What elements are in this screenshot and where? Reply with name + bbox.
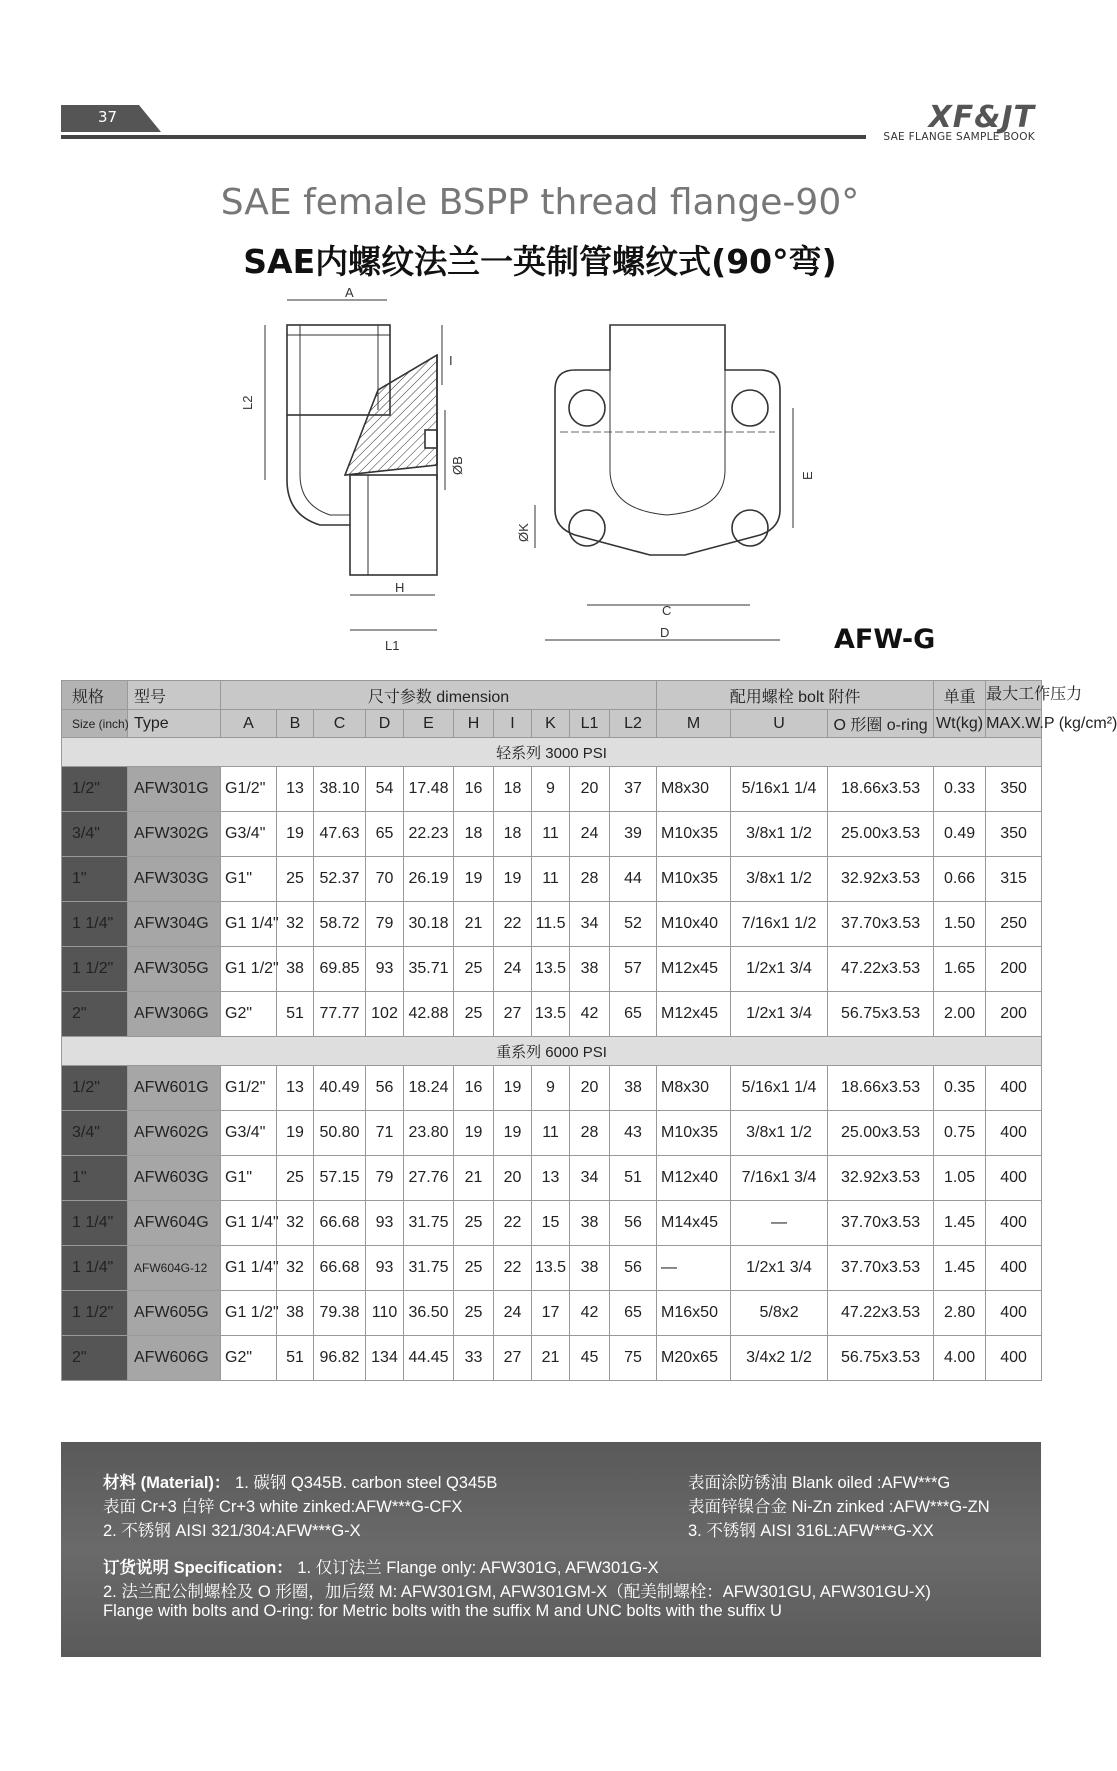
notes-panel bbox=[61, 1442, 1041, 1657]
table-cell: 9 bbox=[532, 1066, 570, 1111]
spec-label: 订货说明 Specification： bbox=[103, 1559, 293, 1577]
table-cell: 19 bbox=[494, 857, 532, 902]
table-cell: 400 bbox=[986, 1246, 1042, 1291]
size-cell: 3/4" bbox=[62, 812, 128, 857]
table-cell: 21 bbox=[454, 1156, 494, 1201]
table-cell: 1.65 bbox=[934, 947, 986, 992]
table-cell: 24 bbox=[570, 812, 610, 857]
table-cell: 19 bbox=[494, 1066, 532, 1111]
table-cell: 56 bbox=[366, 1066, 404, 1111]
table-cell: 56 bbox=[610, 1201, 657, 1246]
table-cell: 69.85 bbox=[314, 947, 366, 992]
table-row bbox=[62, 992, 1042, 1037]
table-cell: 21 bbox=[532, 1336, 570, 1381]
table-cell: 32.92x3.53 bbox=[828, 1156, 934, 1201]
type-cell: AFW304G bbox=[128, 902, 221, 947]
table-cell: 28 bbox=[570, 857, 610, 902]
header-col-a: A bbox=[221, 710, 277, 738]
table-cell: 3/8x1 1/2 bbox=[731, 857, 828, 902]
material-blank-oiled: 表面涂防锈油 Blank oiled :AFW***G bbox=[688, 1474, 951, 1492]
table-cell: M12x45 bbox=[657, 992, 731, 1037]
type-cell: AFW305G bbox=[128, 947, 221, 992]
table-cell: 0.66 bbox=[934, 857, 986, 902]
dim-label-b: ØB bbox=[450, 456, 465, 475]
table-cell: 350 bbox=[986, 767, 1042, 812]
table-cell: 93 bbox=[366, 1201, 404, 1246]
size-cell: 1 1/2" bbox=[62, 947, 128, 992]
table-cell: 400 bbox=[986, 1201, 1042, 1246]
table-cell: 30.18 bbox=[404, 902, 454, 947]
table-cell: 9 bbox=[532, 767, 570, 812]
table-cell: 27 bbox=[494, 1336, 532, 1381]
table-cell: M14x45 bbox=[657, 1201, 731, 1246]
table-cell: — bbox=[657, 1246, 731, 1291]
table-cell: 20 bbox=[570, 1066, 610, 1111]
table-cell: 17 bbox=[532, 1291, 570, 1336]
material-white-zinc: 表面 Cr+3 白锌 Cr+3 white zinked:AFW***G-CFX bbox=[103, 1498, 463, 1516]
table-cell: 56.75x3.53 bbox=[828, 992, 934, 1037]
brand-logo: XF&JT bbox=[928, 100, 1035, 135]
table-cell: 134 bbox=[366, 1336, 404, 1381]
size-cell: 1" bbox=[62, 1156, 128, 1201]
table-cell: 25 bbox=[277, 857, 314, 902]
table-cell: 18 bbox=[454, 812, 494, 857]
table-cell: 43 bbox=[610, 1111, 657, 1156]
table-cell: 38 bbox=[610, 1066, 657, 1111]
table-cell: 38 bbox=[277, 1291, 314, 1336]
table-cell: 400 bbox=[986, 1336, 1042, 1381]
table-cell: 0.49 bbox=[934, 812, 986, 857]
type-cell: AFW301G bbox=[128, 767, 221, 812]
table-cell: 75 bbox=[610, 1336, 657, 1381]
table-cell: G1 1/4" bbox=[221, 1201, 277, 1246]
table-cell: 20 bbox=[570, 767, 610, 812]
table-cell: 38.10 bbox=[314, 767, 366, 812]
table-cell: 7/16x1 1/2 bbox=[731, 902, 828, 947]
table-cell: 56.75x3.53 bbox=[828, 1336, 934, 1381]
size-cell: 3/4" bbox=[62, 1111, 128, 1156]
table-cell: M12x40 bbox=[657, 1156, 731, 1201]
table-cell: 24 bbox=[494, 1291, 532, 1336]
dim-label-i: I bbox=[449, 353, 453, 368]
table-cell: 65 bbox=[366, 812, 404, 857]
table-cell: 79 bbox=[366, 1156, 404, 1201]
table-cell: 19 bbox=[454, 857, 494, 902]
table-cell: 37 bbox=[610, 767, 657, 812]
spec-suffix-note: Flange with bolts and O-ring: for Metric bolts with the suffix M and UNC bolts with the suffix U bbox=[103, 1602, 782, 1620]
spec-flange-only: 1. 仅订法兰 Flange only: AFW301G, AFW301G-X bbox=[297, 1559, 659, 1577]
table-cell: 13 bbox=[532, 1156, 570, 1201]
header-col-h: H bbox=[454, 710, 494, 738]
type-cell: AFW302G bbox=[128, 812, 221, 857]
table-cell: G2" bbox=[221, 992, 277, 1037]
dim-label-h: H bbox=[395, 580, 405, 595]
table-cell: 102 bbox=[366, 992, 404, 1037]
size-cell: 2" bbox=[62, 1336, 128, 1381]
table-cell: 47.63 bbox=[314, 812, 366, 857]
size-cell: 1 1/2" bbox=[62, 1291, 128, 1336]
table-cell: 25 bbox=[454, 947, 494, 992]
table-cell: 24 bbox=[494, 947, 532, 992]
table-cell: 18.66x3.53 bbox=[828, 1066, 934, 1111]
header-col-oring: O 形圈 o-ring bbox=[828, 710, 934, 738]
table-cell: 70 bbox=[366, 857, 404, 902]
series-label: 重系列 6000 PSI bbox=[62, 1037, 1042, 1066]
table-cell: 25 bbox=[454, 992, 494, 1037]
table-cell: 51 bbox=[277, 1336, 314, 1381]
dim-label-l2: L2 bbox=[240, 395, 255, 410]
header-rule bbox=[61, 135, 866, 139]
table-cell: G1 1/4" bbox=[221, 1246, 277, 1291]
table-cell: 38 bbox=[277, 947, 314, 992]
table-cell: 58.72 bbox=[314, 902, 366, 947]
table-cell: 20 bbox=[494, 1156, 532, 1201]
header-dimension: 尺寸参数 dimension bbox=[221, 681, 657, 710]
table-cell: 15 bbox=[532, 1201, 570, 1246]
table-cell: 17.48 bbox=[404, 767, 454, 812]
table-cell: 315 bbox=[986, 857, 1042, 902]
dim-label-k: ØK bbox=[516, 523, 531, 542]
table-cell: 54 bbox=[366, 767, 404, 812]
table-cell: 40.49 bbox=[314, 1066, 366, 1111]
table-cell: 1/2x1 3/4 bbox=[731, 947, 828, 992]
table-cell: 18.24 bbox=[404, 1066, 454, 1111]
header-type-en: Type bbox=[128, 710, 221, 738]
dim-label-a: A bbox=[345, 285, 354, 300]
table-cell: 5/16x1 1/4 bbox=[731, 767, 828, 812]
table-row bbox=[62, 857, 1042, 902]
table-cell: 1.50 bbox=[934, 902, 986, 947]
front-view bbox=[535, 325, 793, 640]
size-cell: 1 1/4" bbox=[62, 1201, 128, 1246]
table-cell: 11.5 bbox=[532, 902, 570, 947]
table-cell: 11 bbox=[532, 857, 570, 902]
table-cell: G1" bbox=[221, 1156, 277, 1201]
table-cell: 47.22x3.53 bbox=[828, 947, 934, 992]
table-cell: 18 bbox=[494, 767, 532, 812]
type-cell: AFW601G bbox=[128, 1066, 221, 1111]
size-cell: 1/2" bbox=[62, 1066, 128, 1111]
table-cell: 18.66x3.53 bbox=[828, 767, 934, 812]
table-cell: 35.71 bbox=[404, 947, 454, 992]
table-cell: 37.70x3.53 bbox=[828, 1246, 934, 1291]
table-cell: 25 bbox=[277, 1156, 314, 1201]
table-cell: 39 bbox=[610, 812, 657, 857]
table-cell: 13.5 bbox=[532, 1246, 570, 1291]
table-cell: 13 bbox=[277, 1066, 314, 1111]
table-cell: 47.22x3.53 bbox=[828, 1291, 934, 1336]
table-cell: M10x40 bbox=[657, 902, 731, 947]
table-cell: 200 bbox=[986, 947, 1042, 992]
size-cell: 1 1/4" bbox=[62, 902, 128, 947]
header-col-u: U bbox=[731, 710, 828, 738]
table-cell: G1 1/4" bbox=[221, 902, 277, 947]
table-cell: 25 bbox=[454, 1201, 494, 1246]
table-cell: 2.00 bbox=[934, 992, 986, 1037]
table-cell: 28 bbox=[570, 1111, 610, 1156]
material-carbon: 1. 碳钢 Q345B. carbon steel Q345B bbox=[235, 1474, 498, 1492]
table-row bbox=[62, 1156, 1042, 1201]
table-cell: 33 bbox=[454, 1336, 494, 1381]
table-row bbox=[62, 812, 1042, 857]
table-row bbox=[62, 767, 1042, 812]
table-cell: 22 bbox=[494, 1201, 532, 1246]
table-cell: 42 bbox=[570, 1291, 610, 1336]
table-cell: 93 bbox=[366, 1246, 404, 1291]
series-header-row bbox=[62, 738, 1042, 767]
table-cell: 38 bbox=[570, 1246, 610, 1291]
header-col-m: M bbox=[657, 710, 731, 738]
table-cell: 200 bbox=[986, 992, 1042, 1037]
technical-drawing bbox=[0, 280, 1080, 670]
table-cell: G3/4" bbox=[221, 1111, 277, 1156]
table-row bbox=[62, 1336, 1042, 1381]
table-cell: 11 bbox=[532, 1111, 570, 1156]
table-cell: M10x35 bbox=[657, 857, 731, 902]
table-cell: 66.68 bbox=[314, 1246, 366, 1291]
table-cell: 77.77 bbox=[314, 992, 366, 1037]
table-cell: 350 bbox=[986, 812, 1042, 857]
table-cell: 56 bbox=[610, 1246, 657, 1291]
table-cell: 57.15 bbox=[314, 1156, 366, 1201]
material-label: 材料 (Material)： bbox=[103, 1474, 231, 1492]
table-cell: 3/4x2 1/2 bbox=[731, 1336, 828, 1381]
table-cell: 27 bbox=[494, 992, 532, 1037]
table-cell: 34 bbox=[570, 902, 610, 947]
table-cell: 19 bbox=[454, 1111, 494, 1156]
table-cell: 5/8x2 bbox=[731, 1291, 828, 1336]
table-cell: 26.19 bbox=[404, 857, 454, 902]
table-cell: 3/8x1 1/2 bbox=[731, 1111, 828, 1156]
table-header-row-2 bbox=[62, 710, 1042, 738]
table-row bbox=[62, 1291, 1042, 1336]
table-cell: 38 bbox=[570, 947, 610, 992]
table-cell: 32.92x3.53 bbox=[828, 857, 934, 902]
dim-label-c: C bbox=[662, 603, 672, 618]
table-cell: 31.75 bbox=[404, 1201, 454, 1246]
type-cell: AFW605G bbox=[128, 1291, 221, 1336]
size-cell: 1 1/4" bbox=[62, 1246, 128, 1291]
table-cell: 22 bbox=[494, 902, 532, 947]
table-cell: 37.70x3.53 bbox=[828, 902, 934, 947]
table-cell: 52.37 bbox=[314, 857, 366, 902]
table-cell: G3/4" bbox=[221, 812, 277, 857]
page-number: 37 bbox=[98, 108, 118, 126]
header-weight-cn: 单重 bbox=[934, 681, 986, 710]
header-size-en: Size (inch) bbox=[62, 710, 128, 738]
table-row bbox=[62, 1246, 1042, 1291]
table-row bbox=[62, 947, 1042, 992]
table-cell: 1.45 bbox=[934, 1201, 986, 1246]
header-bolt: 配用螺栓 bolt 附件 bbox=[657, 681, 934, 710]
table-cell: G1 1/2" bbox=[221, 1291, 277, 1336]
table-cell: 5/16x1 1/4 bbox=[731, 1066, 828, 1111]
table-cell: 1/2x1 3/4 bbox=[731, 992, 828, 1037]
table-cell: 3/8x1 1/2 bbox=[731, 812, 828, 857]
table-cell: G1/2" bbox=[221, 1066, 277, 1111]
table-cell: 4.00 bbox=[934, 1336, 986, 1381]
table-cell: 79.38 bbox=[314, 1291, 366, 1336]
table-cell: 16 bbox=[454, 1066, 494, 1111]
table-cell: 2.80 bbox=[934, 1291, 986, 1336]
table-row bbox=[62, 1066, 1042, 1111]
table-cell: 400 bbox=[986, 1111, 1042, 1156]
type-cell: AFW604G bbox=[128, 1201, 221, 1246]
table-cell: 45 bbox=[570, 1336, 610, 1381]
table-cell: M16x50 bbox=[657, 1291, 731, 1336]
table-cell: 19 bbox=[277, 812, 314, 857]
table-cell: 93 bbox=[366, 947, 404, 992]
table-cell: 21 bbox=[454, 902, 494, 947]
table-cell: 65 bbox=[610, 992, 657, 1037]
table-cell: 7/16x1 3/4 bbox=[731, 1156, 828, 1201]
table-cell: G1/2" bbox=[221, 767, 277, 812]
table-cell: G1 1/2" bbox=[221, 947, 277, 992]
dim-label-d: D bbox=[660, 625, 670, 640]
header-pressure-cn: 最大工作压力 bbox=[986, 681, 1042, 710]
type-cell: AFW604G-12 bbox=[128, 1246, 221, 1291]
header-col-l1: L1 bbox=[570, 710, 610, 738]
type-cell: AFW602G bbox=[128, 1111, 221, 1156]
table-cell: 79 bbox=[366, 902, 404, 947]
material-ni-zn: 表面锌镍合金 Ni-Zn zinked :AFW***G-ZN bbox=[688, 1498, 990, 1516]
table-cell: 44.45 bbox=[404, 1336, 454, 1381]
table-cell: 52 bbox=[610, 902, 657, 947]
series-header-row bbox=[62, 1037, 1042, 1066]
spec-metric-bolts: 2. 法兰配公制螺栓及 O 形圈，加后缀 M: AFW301GM, AFW301GM-X（配美制螺栓：AFW301GU, AFW301GU-X) bbox=[103, 1583, 931, 1601]
type-cell: AFW306G bbox=[128, 992, 221, 1037]
table-cell: 38 bbox=[570, 1201, 610, 1246]
header-col-k: K bbox=[532, 710, 570, 738]
size-cell: 1" bbox=[62, 857, 128, 902]
header-col-b: B bbox=[277, 710, 314, 738]
table-cell: M20x65 bbox=[657, 1336, 731, 1381]
header-size-cn: 规格 bbox=[62, 681, 128, 710]
material-line-1 bbox=[103, 1469, 497, 1493]
table-cell: 66.68 bbox=[314, 1201, 366, 1246]
table-cell: 27.76 bbox=[404, 1156, 454, 1201]
table-cell: 1/2x1 3/4 bbox=[731, 1246, 828, 1291]
header-col-c: C bbox=[314, 710, 366, 738]
header-type-cn: 型号 bbox=[128, 681, 221, 710]
table-row bbox=[62, 1201, 1042, 1246]
page-title-en: SAE female BSPP thread flange-90° bbox=[220, 182, 860, 223]
table-cell: 32 bbox=[277, 1246, 314, 1291]
table-cell: 25.00x3.53 bbox=[828, 1111, 934, 1156]
table-cell: 65 bbox=[610, 1291, 657, 1336]
table-cell: 0.35 bbox=[934, 1066, 986, 1111]
material-stainless-321: 2. 不锈钢 AISI 321/304:AFW***G-X bbox=[103, 1522, 361, 1540]
table-cell: 1.05 bbox=[934, 1156, 986, 1201]
model-name: AFW-G bbox=[834, 624, 936, 655]
table-cell: 31.75 bbox=[404, 1246, 454, 1291]
table-cell: 25.00x3.53 bbox=[828, 812, 934, 857]
header-col-l2: L2 bbox=[610, 710, 657, 738]
header-col-d: D bbox=[366, 710, 404, 738]
table-row bbox=[62, 902, 1042, 947]
table-cell: 96.82 bbox=[314, 1336, 366, 1381]
table-cell: 13.5 bbox=[532, 992, 570, 1037]
table-cell: 400 bbox=[986, 1066, 1042, 1111]
table-cell: 110 bbox=[366, 1291, 404, 1336]
table-cell: 51 bbox=[277, 992, 314, 1037]
dim-label-e: E bbox=[800, 471, 815, 480]
table-cell: 42.88 bbox=[404, 992, 454, 1037]
header-col-e: E bbox=[404, 710, 454, 738]
type-cell: AFW603G bbox=[128, 1156, 221, 1201]
table-cell: 44 bbox=[610, 857, 657, 902]
table-cell: G1" bbox=[221, 857, 277, 902]
table-cell: 19 bbox=[494, 1111, 532, 1156]
type-cell: AFW303G bbox=[128, 857, 221, 902]
table-cell: 32 bbox=[277, 1201, 314, 1246]
table-cell: M12x45 bbox=[657, 947, 731, 992]
table-cell: 22.23 bbox=[404, 812, 454, 857]
dim-label-l1: L1 bbox=[385, 638, 400, 653]
table-cell: 400 bbox=[986, 1156, 1042, 1201]
header-col-wt: Wt(kg) bbox=[934, 710, 986, 738]
table-cell: 42 bbox=[570, 992, 610, 1037]
table-cell: M10x35 bbox=[657, 812, 731, 857]
table-cell: 25 bbox=[454, 1291, 494, 1336]
series-label: 轻系列 3000 PSI bbox=[62, 738, 1042, 767]
size-cell: 2" bbox=[62, 992, 128, 1037]
table-cell: 71 bbox=[366, 1111, 404, 1156]
type-cell: AFW606G bbox=[128, 1336, 221, 1381]
table-cell: 250 bbox=[986, 902, 1042, 947]
table-cell: 1.45 bbox=[934, 1246, 986, 1291]
table-cell: 400 bbox=[986, 1291, 1042, 1336]
table-cell: 11 bbox=[532, 812, 570, 857]
header-col-pressure: MAX.W.P (kg/cm²) bbox=[986, 710, 1042, 738]
table-cell: 19 bbox=[277, 1111, 314, 1156]
table-cell: 25 bbox=[454, 1246, 494, 1291]
table-header-row-1 bbox=[62, 681, 1042, 710]
table-cell: 37.70x3.53 bbox=[828, 1201, 934, 1246]
table-cell: 16 bbox=[454, 767, 494, 812]
table-cell: 0.75 bbox=[934, 1111, 986, 1156]
spec-table bbox=[61, 680, 1117, 1381]
table-cell: M10x35 bbox=[657, 1111, 731, 1156]
table-cell: 57 bbox=[610, 947, 657, 992]
table-cell: G2" bbox=[221, 1336, 277, 1381]
table-cell: 34 bbox=[570, 1156, 610, 1201]
header-col-i: I bbox=[494, 710, 532, 738]
table-cell: 13.5 bbox=[532, 947, 570, 992]
size-cell: 1/2" bbox=[62, 767, 128, 812]
table-cell: 13 bbox=[277, 767, 314, 812]
table-cell: 18 bbox=[494, 812, 532, 857]
table-cell: — bbox=[731, 1201, 828, 1246]
table-cell: 36.50 bbox=[404, 1291, 454, 1336]
table-cell: M8x30 bbox=[657, 1066, 731, 1111]
side-view bbox=[265, 300, 445, 630]
table-cell: 22 bbox=[494, 1246, 532, 1291]
table-row bbox=[62, 1111, 1042, 1156]
spec-line-1 bbox=[103, 1554, 659, 1578]
brand-subtitle: SAE FLANGE SAMPLE BOOK bbox=[883, 131, 1035, 143]
table-cell: 0.33 bbox=[934, 767, 986, 812]
table-cell: M8x30 bbox=[657, 767, 731, 812]
material-stainless-316l: 3. 不锈钢 AISI 316L:AFW***G-XX bbox=[688, 1522, 934, 1540]
table-cell: 23.80 bbox=[404, 1111, 454, 1156]
page-title-cn: SAE内螺纹法兰一英制管螺纹式(90°弯) bbox=[243, 242, 837, 281]
table-cell: 32 bbox=[277, 902, 314, 947]
table-cell: 50.80 bbox=[314, 1111, 366, 1156]
table-cell: 51 bbox=[610, 1156, 657, 1201]
